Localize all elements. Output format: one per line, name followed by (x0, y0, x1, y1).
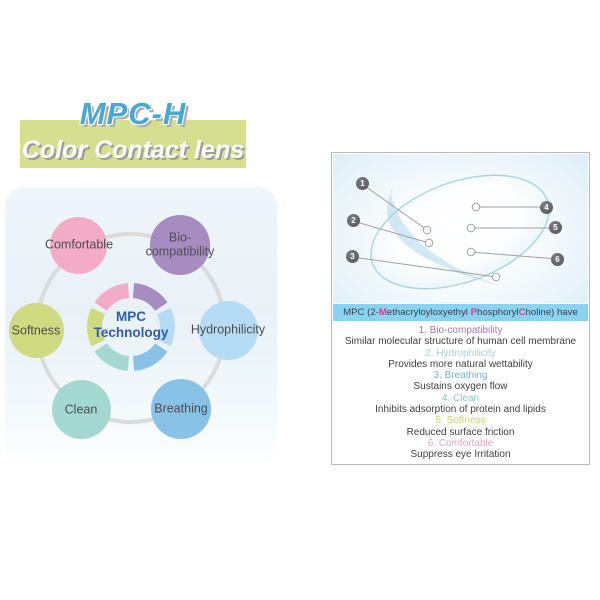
callout-badge-5: 5 (549, 221, 562, 234)
hub-title (76, 309, 186, 341)
feature-heading-bio-compatibility: 1. Bio-compatibility (418, 325, 503, 336)
callout-badge-1: 1 (356, 177, 369, 190)
lens-illustration-area (333, 154, 588, 303)
callout-badge-6: 6 (551, 253, 564, 266)
header-accent-c: C (518, 307, 526, 318)
label-hydrophilicity: Hydrophilicity (190, 322, 266, 337)
header-text: holine) have (525, 307, 578, 318)
callout-badge-3: 3 (346, 250, 359, 263)
header-accent-m: M (378, 307, 387, 318)
label-breathing: Breathing (154, 401, 208, 416)
feature-desc-bio-compatibility: Similar molecular structure of human cell membrane (344, 336, 577, 348)
label-bio-compatibility: Bio-compatibility (145, 230, 215, 258)
feature-desc-hydrophilicity: Provides more natural wettability (388, 358, 533, 370)
label-clean: Clean (64, 402, 98, 417)
feature-heading-softness: 5. Softness (435, 415, 486, 427)
hub-title-line2: Technology (93, 325, 169, 340)
feature-list (333, 325, 588, 461)
label-softness: Softness (11, 323, 61, 338)
callout-badge-4: 4 (540, 201, 553, 214)
feature-heading-breathing: 3. Breathing (433, 370, 488, 382)
mpc-header-bar (333, 304, 588, 321)
feature-heading-comfortable: 6. Comfortable (427, 437, 494, 449)
header-text: MPC (2- (343, 307, 379, 318)
header-text: hosphoryl (477, 307, 519, 318)
hub-title-line1: MPC (116, 309, 146, 324)
lens-info-panel (331, 152, 590, 465)
callout-badge-2: 2 (347, 214, 360, 227)
feature-heading-hydrophilicity: 2. Hydrophilicity (425, 347, 496, 359)
page-subtitle: Color Contact lens (21, 136, 245, 164)
feature-desc-clean: Inhibits adsorption of protein and lipids (375, 404, 546, 416)
label-comfortable: Comfortable (44, 237, 114, 252)
feature-desc-softness: Reduced surface friction (406, 426, 515, 438)
mpc-technology-diagram (5, 187, 277, 465)
header-accent-p: P (470, 307, 477, 318)
feature-desc-breathing: Sustains oxygen flow (413, 381, 508, 393)
feature-desc-comfortable: Suppress eye Irritation (410, 449, 511, 461)
page-title: MPC-H (79, 96, 187, 131)
header-text: ethacryloyloxyethyl (386, 307, 471, 318)
feature-heading-clean: 4. Clean (441, 392, 480, 404)
